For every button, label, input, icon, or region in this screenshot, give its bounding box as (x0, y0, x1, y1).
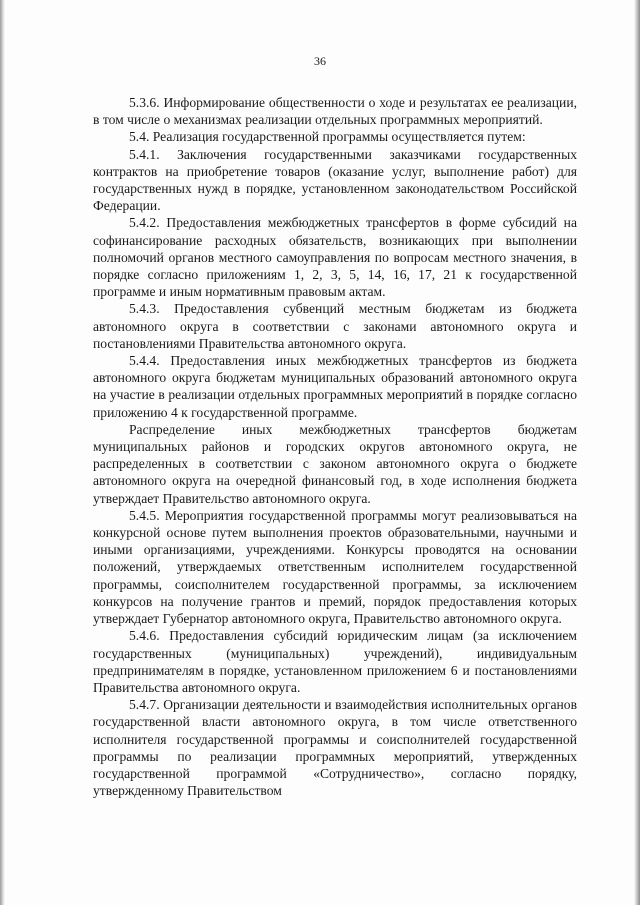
scan-edge-left (0, 0, 5, 905)
paragraph-5-4-3: 5.4.3. Предоставления субвенций местным бюджетам из бюджета автономного округа в соответствии с законами автономного округа и постановлениями Правительства автономного округа. (93, 301, 577, 351)
paragraph-5-4-4: 5.4.4. Предоставления иных межбюджетных трансфертов из бюджета автономного округа бюджетам муниципальных образований автономного округа на участие в реализации отдельных программных мероприятий в порядке согласно приложению 4 к государственной программе. (93, 353, 577, 420)
paragraph-5-4: 5.4. Реализация государственной программы осуществляется путем: (129, 129, 526, 145)
paragraph-5-4-2: 5.4.2. Предоставления межбюджетных трансфертов в форме субсидий на софинансирование расходных обязательств, возникающих при выполнении полномочий органов местного самоуправления по вопросам местного значения, в порядке согласно приложениям 1, 2, 3, 5, 14, 16, 17, 21 к государственной программе и иным нормативным правовым актам. (93, 215, 577, 300)
paragraph-5-4-7: 5.4.7. Организации деятельности и взаимодействия исполнительных органов государственной власти автономного округа, в том числе ответственного исполнителя государственной программы и соисполнителей государственной программы по реализации программных мероприятий, утвержденных государственной программой «Сотрудничество», согласно порядку, утвержденному Правительством (93, 697, 577, 799)
paragraph-5-3-6: 5.3.6. Информирование общественности о ходе и результатах ее реализации, в том числе о механизмах реализации отдельных программных мероприятий. (93, 95, 577, 128)
paragraph-5-4-6: 5.4.6. Предоставления субсидий юридическим лицам (за исключением государственных (муниципальных) учреждений), индивидуальным предпринимателям в порядке, установленном приложением 6 и постановлениями Правительства автономного округа. (93, 628, 577, 695)
scan-edge-right (634, 0, 640, 905)
paragraph-5-4-5: 5.4.5. Мероприятия государственной программы могут реализовываться на конкурсной основе путем выполнения проектов образовательными, научными и иными организациями, учреждениями. Конкурсы проводятся на основании положений, утверждаемых ответственным исполнителем государственной программы, соисполнителем государственной программы, за исключением конкурсов на получение грантов и премий, порядок предоставления которых утверждает Губернатор автономного округа, Правительство автономного округа. (93, 507, 577, 627)
paragraph-5-4-1: 5.4.1. Заключения государственными заказчиками государственных контрактов на приобретение товаров (оказание услуг, выполнение работ) для государственных нужд в порядке, установленном законодательством Российской Федерации. (93, 146, 577, 214)
paragraph-distribution: Распределение иных межбюджетных трансфертов бюджетам муниципальных районов и городских округов автономного округа, не распределенных в соответствии с законом автономного округа о бюджете автономного округа на очередной финансовый год, в ходе исполнения бюджета утверждает Правительство автономного округа. (93, 421, 577, 506)
page-number: 36 (314, 54, 326, 68)
document-body (93, 94, 577, 799)
cut-off-next-line (93, 893, 577, 899)
